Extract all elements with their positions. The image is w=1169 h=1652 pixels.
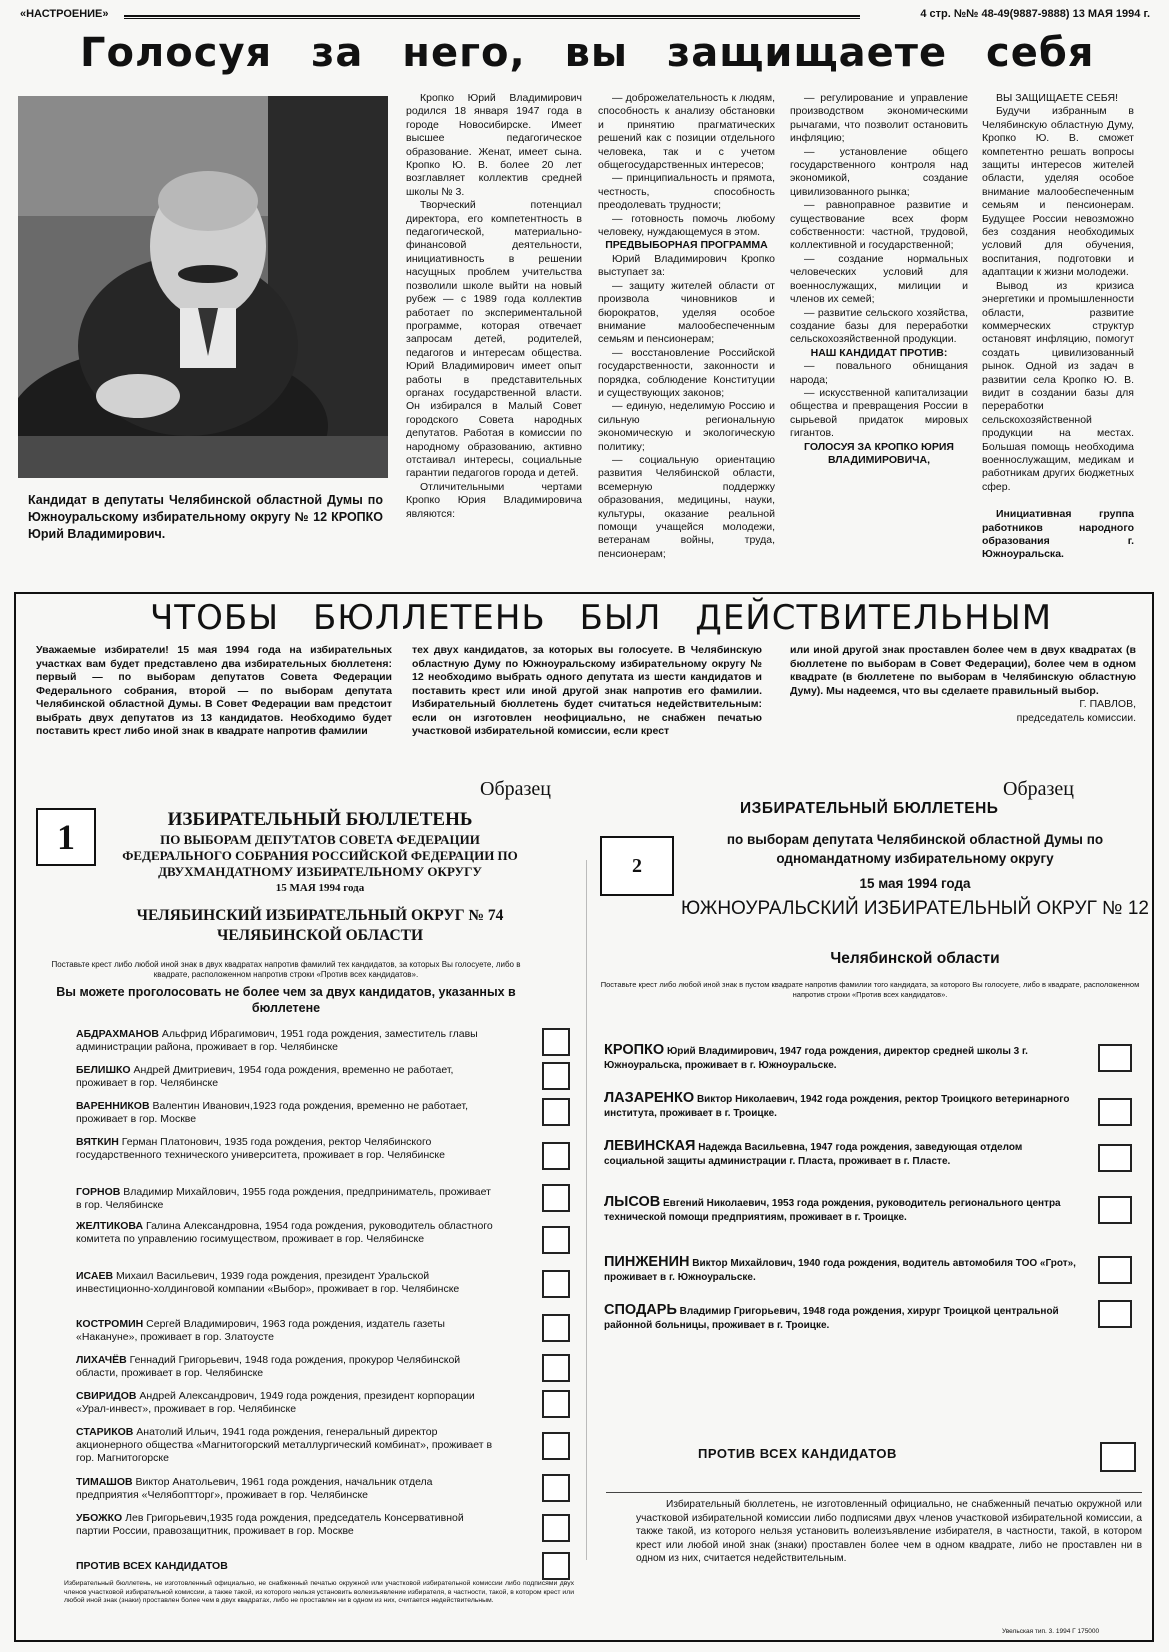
candidate-info: Альфрид Ибрагимович, 1951 года рождения, заместитель главы администрации района, проживает в гор. Челябинске — [76, 1028, 478, 1054]
ballot2-rule — [606, 1492, 1142, 1493]
candidate-info: Герман Платонович, 1935 года рождения, ректор Челябинского государственного технического университета, проживает в гор. Челябинске — [76, 1136, 445, 1162]
candidate-row — [76, 1354, 496, 1380]
bio-paragraph: Отличительными чертами Кропко Юрия Владимировича являются: — [406, 480, 582, 520]
bio-paragraph: Вывод из кризиса энергетики и промышленности области, развитие коммерческих структур остановят инфляцию, помогут создать цивилизованный рынок. Одной из задач в развитии села Кропко Ю. В. видит в создании базы для переработки сельскохозяйственной продукции на местах. Большая помощь необходима военнослужащим, медикам и работникам других бюджетных сфер. — [982, 279, 1134, 493]
vote-checkbox[interactable] — [1098, 1044, 1132, 1072]
vote-checkbox[interactable] — [542, 1474, 570, 1502]
bio-paragraph: — доброжелательность к людям, способность к анализу обстановки и принятию прагматических решений как с позиции отдельного человека, так и с учетом общегосударственных интересов; — [598, 92, 775, 172]
bio-paragraph: — восстановление Российской государственности, законности и порядка, соблюдение Конституции и существующих законов; — [598, 346, 775, 399]
candidate-name: СВИРИДОВ — [76, 1390, 137, 1402]
candidate-name: СТАРИКОВ — [76, 1426, 134, 1438]
bio-paragraph: — установление общего государственного контроля над экономикой, создание цивилизованного рынка; — [790, 145, 968, 198]
candidate-name: ЛЫСОВ — [604, 1194, 661, 1210]
vote-checkbox[interactable] — [542, 1142, 570, 1170]
ballot2-district: ЮЖНОУРАЛЬСКИЙ ИЗБИРАТЕЛЬНЫЙ ОКРУГ № 12 — [681, 898, 1149, 919]
candidate-name: ЛЕВИНСКАЯ — [604, 1138, 696, 1154]
candidate-info: Лев Григорьевич,1935 года рождения, председатель Консервативной партии России, правозащитник, проживает в гор. Москве — [76, 1512, 464, 1538]
candidate-row — [604, 1044, 1080, 1072]
candidate-row — [604, 1092, 1080, 1120]
candidate-row — [604, 1196, 1080, 1224]
bio-paragraph: Творческий потенциал директора, его компетентность в педагогической, материально-финансовой деятельности, инициативность в решении насущных проблем учительства позволили школе выйти на новый рубеж — с 1989 года коллектив работает по экспериментальной программе, которая отвечает запросам детей, родителей, педагогов и интересам общества. Юрий Владимирович имеет опыт работы в представительных органах государственной власти. Он избирался в Малый Совет городского Совета народных депутатов. Работая в комиссии по народному образованию, активно отстаивал интересы, социальные гарантии педагогов города и детей. — [406, 199, 582, 480]
candidate-name: УБОЖКО — [76, 1512, 123, 1524]
vote-checkbox[interactable] — [1098, 1144, 1132, 1172]
ballot2-instruction: Поставьте крест либо любой иной знак в пустом квадрате напротив фамилии того кандидата, за которого Вы голосуете, либо в квадрате, расположенном напротив строки «Против всех кандидатов». — [600, 980, 1140, 999]
bio-paragraph: — готовность помочь любому человеку, нуждающемуся в этом. — [598, 212, 775, 239]
bio-paragraph: Кропко Юрий Владимирович родился 18 января 1947 года в городе Новосибирске. Имеет высшее педагогическое образование. Женат, имеет сына. Кропко Ю. В. более 20 лет возглавляет коллектив средней школы № 3. — [406, 92, 582, 198]
bio-paragraph: — создание нормальных человеческих условий для военнослужащих, милиции и членов их семей; — [790, 252, 968, 306]
bio-paragraph: — искусственной капитализации общества и превращения России в сырьевой придаток мировых гигантов. — [790, 386, 968, 440]
vote-checkbox[interactable] — [542, 1184, 570, 1212]
signature: Инициативная группа работников народного образования г. Южноуральска. — [982, 508, 1134, 561]
candidate-name: ИСАЕВ — [76, 1270, 114, 1282]
vote-checkbox[interactable] — [542, 1028, 570, 1056]
headline: Голосуя за него, вы защищаете себя — [80, 30, 1095, 76]
against-all-checkbox-2[interactable] — [1100, 1442, 1136, 1472]
vote-checkbox[interactable] — [542, 1432, 570, 1460]
ballot-number-1: 1 — [36, 808, 96, 866]
bio-column-3 — [790, 92, 968, 467]
candidate-info: Владимир Григорьевич, 1948 года рождения, хирург Троицкой центральной районной больницы, проживает в г. Троицке. — [604, 1306, 1059, 1331]
photo-caption: Кандидат в депутаты Челябинской областной Думы по Южноуральскому избирательному округу № 12 КРОПКО Юрий Владимирович. — [28, 493, 383, 541]
bio-column-4 — [982, 92, 1134, 562]
candidate-row — [604, 1256, 1080, 1284]
candidate-name: ВАРЕННИКОВ — [76, 1100, 150, 1112]
candidate-row — [76, 1390, 496, 1416]
ballot1-vote-limit: Вы можете проголосовать не более чем за двух кандидатов, указанных в бюллетене — [56, 985, 516, 1015]
candidate-info: Геннадий Григорьевич, 1948 года рождения, прокурор Челябинской области, проживает в гор. Челябинске — [76, 1354, 461, 1380]
ballot1-instruction: Поставьте крест либо любой иной знак в двух квадратах напротив фамилий тех кандидатов, за которых Вы голосуете, либо в квадрате, расположенном напротив строки «Против всех кандидатов». — [51, 960, 521, 979]
candidate-info: Виктор Михайлович, 1940 года рождения, водитель автомобиля ТОО «Грот», проживает в г. Южноуральске. — [604, 1258, 1076, 1283]
appeal-column-1: Уважаемые избиратели! 15 мая 1994 года на избирательных участках вам будет представлено два избирательных бюллетеня: первый — по выборам депутатов Совета Федерации Федерального собрания, второй — по выборам депутата Челябинской областной Думы. В Совет Федерации вам предстоит выбрать двух депутатов из 13 кандидатов. Необходимо будет поставить крест либо иной знак в квадрате напротив фамилии — [36, 644, 392, 737]
candidate-info: Андрей Александрович, 1949 года рождения, президент корпорации «Урал-инвест», проживает в гор. Челябинске — [76, 1390, 475, 1416]
candidate-row — [76, 1220, 496, 1246]
candidate-name: БЕЛИШКО — [76, 1064, 131, 1076]
bio-paragraph: — регулирование и управление производством экономическими рычагами, что позволит остановить инфляцию; — [790, 92, 968, 145]
vote-checkbox[interactable] — [1098, 1098, 1132, 1126]
ballot-number-2: 2 — [600, 836, 674, 896]
ballot1-date: 15 МАЯ 1994 года — [275, 882, 365, 894]
ballot1-title: ИЗБИРАТЕЛЬНЫЙ БЮЛЛЕТЕНЬ — [167, 809, 473, 830]
candidate-info: Анатолий Ильич, 1941 года рождения, генеральный директор акционерного общества «Магнитогорский металлургический комбинат», проживает в гор. Магнитогорске — [76, 1426, 493, 1465]
candidate-info: Виктор Николаевич, 1942 года рождения, ректор Троицкого ветеринарного института, проживает в г. Троицке. — [604, 1094, 1070, 1119]
candidate-row — [76, 1186, 496, 1212]
vote-checkbox[interactable] — [542, 1390, 570, 1418]
bio-paragraph: — единую, неделимую Россию и сильную региональную экономическую и экологическую политику; — [598, 400, 775, 453]
program-heading: ПРЕДВЫБОРНАЯ ПРОГРАММА — [605, 239, 768, 252]
candidate-info: Валентин Иванович,1923 года рождения, временно не работает, проживает в гор. Москве — [76, 1100, 468, 1126]
sample-label-1: Образец — [480, 778, 551, 800]
ballot1-heading — [110, 808, 530, 946]
bio-paragraph: Будучи избранным в Челябинскую областную Думу, Кропко Ю. В. сможет компетентно решать вопросы защиты интересов жителей области, уделяя особое внимание малообеспеченным семьям и пенсионерам. Будущее России невозможно без создания необходимых условий для обучения, воспитания, подготовки и адаптации к жизни молодежи. — [982, 105, 1134, 279]
printer-imprint: Увельская тип. 3. 1994 Г 175000 — [1002, 1628, 1100, 1635]
vote-checkbox[interactable] — [542, 1226, 570, 1254]
appeal-column-2: тех двух кандидатов, за которых вы голосуете. В Челябинскую областную Думу по Южноуральскому избирательному округу № 12 необходимо выбрать одного депутата из шести кандидатов и поставить крест или иной другой знак напротив его фамилии. Избирательный бюллетень будет считаться недействительным: если он изготовлен неофициально, не снабжен печатью участковой избирательной комиссии, если крест — [412, 644, 762, 737]
candidate-name: ЖЕЛТИКОВА — [76, 1220, 144, 1232]
against-all-label-1: ПРОТИВ ВСЕХ КАНДИДАТОВ — [76, 1560, 228, 1572]
issue-info: 4 стр. №№ 48-49(9887-9888) 13 МАЯ 1994 г. — [920, 8, 1150, 20]
candidate-row — [76, 1064, 496, 1090]
page-header — [20, 8, 1150, 26]
candidate-name: КОСТРОМИН — [76, 1318, 144, 1330]
ballot2-title: ИЗБИРАТЕЛЬНЫЙ БЮЛЛЕТЕНЬ — [740, 800, 999, 817]
against-all-checkbox-1[interactable] — [542, 1552, 570, 1580]
bio-paragraph: — равноправное развитие и существование всех форм собственности: частной, трудовой, коллективной и государственной; — [790, 199, 968, 252]
column-divider — [586, 860, 587, 1560]
candidate-row — [76, 1512, 496, 1538]
candidate-info: Андрей Дмитриевич, 1954 года рождения, временно не работает, проживает в гор. Челябинске — [76, 1064, 454, 1090]
ballot2-region: Челябинской области — [830, 950, 1000, 967]
vote-checkbox[interactable] — [542, 1354, 570, 1382]
ballot1-district: ЧЕЛЯБИНСКИЙ ИЗБИРАТЕЛЬНЫЙ ОКРУГ № 74 ЧЕЛЯБИНСКОЙ ОБЛАСТИ — [136, 907, 504, 944]
candidate-name: КРОПКО — [604, 1042, 665, 1058]
vote-checkbox[interactable] — [542, 1270, 570, 1298]
rubric-label: «НАСТРОЕНИЕ» — [20, 8, 109, 20]
candidate-photo — [18, 96, 388, 478]
sample-label-2: Образец — [1003, 778, 1074, 800]
candidate-row — [76, 1476, 496, 1502]
bio-paragraph: — принципиальность и прямота, честность, способность преодолевать трудности; — [598, 172, 775, 212]
ballot1-footnote: Избирательный бюллетень, не изготовленный официально, не снабженный печатью окружной или участковой избирательной комиссии либо подписями двух членов участковой избирательной комиссии, а также такой, из которого нельзя установить волеизъявление избирателя, в частности, такой, в котором крест или любой иной знак (знаки) проставлен более чем в двух квадратах, либо не проставлен ни в одном из них, считается недействительным. — [64, 1580, 574, 1605]
candidate-row — [76, 1136, 496, 1162]
candidate-row — [604, 1304, 1080, 1332]
candidate-info: Евгений Николаевич, 1953 года рождения, руководитель регионального центра технической помощи предприятиям, проживает в г. Троицке. — [604, 1198, 1061, 1223]
candidate-info: Галина Александровна, 1954 года рождения, руководитель областного комитета по управлению госимуществом, проживает в гор. Челябинске — [76, 1220, 493, 1246]
bio-paragraph: ВЫ ЗАЩИЩАЕТЕ СЕБЯ! — [996, 92, 1118, 104]
candidate-name: СПОДАРЬ — [604, 1302, 677, 1318]
appeal-text: или иной другой знак проставлен более чем в двух квадратах (в бюллетене по выборам в Совет Федерации), более чем в одном квадрате (в бюллетене по выборам в Челябинскую областную Думу). Мы надеемся, что вы сделаете правильный выбор. — [790, 644, 1136, 697]
candidate-name: ГОРНОВ — [76, 1186, 121, 1198]
vote-checkbox[interactable] — [1098, 1300, 1132, 1328]
ballot2-date: 15 мая 1994 года — [859, 876, 971, 891]
candidate-name: ЛАЗАРЕНКО — [604, 1090, 695, 1106]
against-heading: НАШ КАНДИДАТ ПРОТИВ: — [810, 346, 948, 359]
bio-column-2 — [598, 92, 775, 561]
vote-checkbox[interactable] — [542, 1514, 570, 1542]
candidate-info: Сергей Владимирович, 1963 года рождения, издатель газеты «Накануне», проживает в гор. Златоусте — [76, 1318, 445, 1344]
vote-checkbox[interactable] — [542, 1062, 570, 1090]
candidate-name: ПИНЖЕНИН — [604, 1254, 690, 1270]
bio-paragraph: — защиту жителей области от произвола чиновников и бюрократов, уделяя особое внимание малообеспеченным семьям и пенсионерам; — [598, 279, 775, 346]
candidate-info: Юрий Владимирович, 1947 года рождения, директор средней школы 3 г. Южноуральска, проживает в г. Южноуральске. — [604, 1046, 1028, 1071]
against-all-label-2: ПРОТИВ ВСЕХ КАНДИДАТОВ — [698, 1446, 897, 1461]
candidate-info: Виктор Анатольевич, 1961 года рождения, начальник отдела предприятия «Челябоптторг», проживает в гор. Челябинске — [76, 1476, 433, 1502]
candidate-row — [604, 1140, 1080, 1168]
candidate-row — [76, 1028, 496, 1054]
section-title: ЧТОБЫ БЮЛЛЕТЕНЬ БЫЛ ДЕЙСТВИТЕЛЬНЫМ — [150, 598, 1053, 638]
appeal-signer: Г. ПАВЛОВ, — [1079, 698, 1136, 710]
appeal-column-3 — [790, 644, 1136, 725]
bio-paragraph: Юрий Владимирович Кропко выступает за: — [598, 252, 775, 279]
bio-paragraph: — развитие сельского хозяйства, создание базы для переработки сельскохозяйственной продукции. — [790, 306, 968, 346]
appeal-signer-title: председатель комиссии. — [1016, 711, 1136, 724]
candidate-info: Михаил Васильевич, 1939 года рождения, президент Уральской инвестиционно-холдинговой компании «Выбор», проживает в гор. Челябинске — [76, 1270, 460, 1296]
header-rule — [124, 15, 860, 19]
vote-checkbox[interactable] — [542, 1314, 570, 1342]
candidate-row — [76, 1270, 496, 1296]
candidate-info: Надежда Васильевна, 1947 года рождения, заведующая отделом социальной защиты администрации г. Пласта, проживает в г. Пласте. — [604, 1142, 1023, 1167]
vote-checkbox[interactable] — [1098, 1196, 1132, 1224]
candidate-name: ЛИХАЧЁВ — [76, 1354, 127, 1366]
candidate-name: АБДРАХМАНОВ — [76, 1028, 159, 1040]
candidate-row — [76, 1318, 496, 1344]
bio-column-1 — [406, 92, 582, 521]
ballot2-subtitle: по выборам депутата Челябинской областной Думы по одномандатному избирательному округу — [726, 832, 1104, 866]
candidate-name: ВЯТКИН — [76, 1136, 119, 1148]
vote-checkbox[interactable] — [542, 1098, 570, 1126]
candidate-row — [76, 1100, 496, 1126]
bio-paragraph: — повального обнищания народа; — [790, 360, 968, 386]
candidate-info: Владимир Михайлович, 1955 года рождения, предприниматель, проживает в гор. Челябинске — [76, 1186, 491, 1212]
ballot1-subtitle: ПО ВЫБОРАМ ДЕПУТАТОВ СОВЕТА ФЕДЕРАЦИИ ФЕДЕРАЛЬНОГО СОБРАНИЯ РОССИЙСКОЙ ФЕДЕРАЦИИ ПО ДВУХМАНДАТНОМУ ИЗБИРАТЕЛЬНОМУ ОКРУГУ — [122, 832, 518, 879]
bio-paragraph: — социальную ориентацию развития Челябинской области, всемерную поддержку образования, медицины, науки, культуры, оказание реальной помощи учащейся молодежи, ветеранам войны, труда, пенсионерам; — [598, 453, 775, 560]
ballot2-footnote: Избирательный бюллетень, не изготовленный официально, не снабженный печатью окружной или участковой избирательной комиссии либо подписями двух членов участковой избирательной комиссии, а также такой, из которого нельзя установить волеизъявление избирателя, в частности, такой, в котором крест или любой иной знак (знаки) проставлен более чем в одном квадрате, либо не проставлен ни в одном из них, считается недействительным. — [636, 1499, 1142, 1565]
candidate-row — [76, 1426, 496, 1466]
candidate-name: ТИМАШОВ — [76, 1476, 133, 1488]
vote-heading: ГОЛОСУЯ ЗА КРОПКО ЮРИЯ ВЛАДИМИРОВИЧА, — [804, 440, 954, 466]
vote-checkbox[interactable] — [1098, 1256, 1132, 1284]
